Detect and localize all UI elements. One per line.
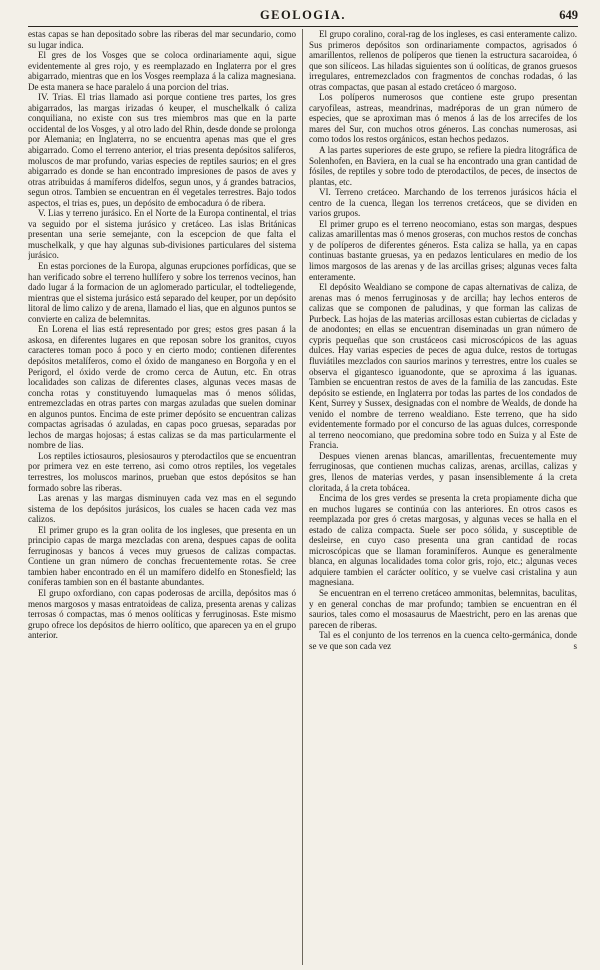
text-columns — [28, 29, 578, 965]
paragraph: El primer grupo es la gran oolita de los ingleses, que presenta en un principio capas de marga mezcladas con arena, despues capas de oolita ferruginosas y bancos á veces muy gruesos de calizas compactas. Contiene un gran número de conchas frecuentemente rotas. Se cree tambien haber encontrado en él un mamífero didelfo en Stonesfield; las coníferas tambien son en él bastante abundantes. — [28, 524, 296, 588]
right-column — [303, 29, 577, 965]
paragraph — [309, 630, 577, 651]
paragraph: Despues vienen arenas blancas, amarillentas, frecuentemente muy ferruginosas, que contienen muchas calizas, arenas, arcillas, calizas y gres, llenos de materias verdes, y pasan insensiblemente á la creta cloritada, á la creta tobácea. — [309, 450, 577, 493]
paragraph: Se encuentran en el terreno cretáceo ammonitas, belemnitas, baculitas, y en general conchas de mar profundo; tambien se encuentran en él saurios, tales como el mosasaurus de Maestricht, pero en las arenas que parecen de riberas. — [309, 587, 577, 630]
paragraph: El grupo oxfordiano, con capas poderosas de arcilla, depósitos mas ó menos margosos y masas entratoideas de caliza, presenta arenas y calizas terrosas ó compactas, mas ó menos oolíticas y ferruginosas. Este mismo grupo ofrece los depósitos de hierro oolítico, que aparecen ya en el grupo anterior. — [28, 587, 296, 641]
paragraph-trias: IV. Trias. El trias llamado asi porque contiene tres partes, los gres abigarrados, las margas irizadas ó keuper, el muschelkalk ó caliza conquiliana, no existe con sus tres miembros mas que en la parte occidental de los Vosges, y al otro lado del Rhin, desde donde se prolonga por Alemania; en Inglaterra, no se encuentra apenas mas que el gres abigarrado. Como el terreno anterior, el trias presenta depósitos saliferos, moluscos de mar profundo, varias especies de reptiles saurios; en el gres abigarrado es donde se han encontrado impresiones de pasos de aves y otras atribuidas á mamíferos didelfos, segun unos, y á grandes batracios, segun otros. Tambien se encuentran en él vegetales terrestres. Bajo todos aspectos, el trias es, pues, un depósito de embocadura ó de ribera. — [28, 92, 296, 208]
paragraph: El gres de los Vosges que se coloca ordinariamente aqui, sigue evidentemente al gres rojo, y es reemplazado en Inglaterra por el gres abigarrado, mientras que en los Vosges reemplaza á la caliza magnesiana. De esta manera se hace paralelo á una porcion del trias. — [28, 50, 296, 92]
signature-mark: s — [573, 640, 577, 651]
left-column — [28, 29, 303, 965]
paragraph: En Lorena el lias está representado por gres; estos gres pasan á la askosa, en diferentes lugares en que reposan sobre los granitos, cuyos caracteres toman poco á poco y en cierto modo; contienen diferentes depósitos metalíferos, como el óxido de manganeso en Borgoña y en el Perigord, el óxido verde de cromo cerca de Autun, etc. En otras localidades son calizas de diferentes clases, algunas veces masas de concha rotas y constituyendo lumaquelas mas ó menos sólidas, entremezcladas en otras partes con margas azuladas que suelen dominar en algunos puntos. Encima de este primer depósito se encuentran calizas compactas agrisadas ó azuladas, en capas poco gruesas, separadas por lechos de margas hojosas; á estas calizas se da mas particularmente el nombre de lias. — [28, 324, 296, 451]
paragraph-cretaceo: VI. Terreno cretáceo. Marchando de los terrenos jurásicos hácia el centro de la cuenca, llegan los terrenos cretáceos, que se dividen en varios grupos. — [309, 187, 577, 219]
paragraph: Los reptiles ictiosauros, plesiosauros y pterodactilos que se encuentran por primera vez en este terreno, asi como otros reptiles, los vegetales terrestres, los moluscos marinos, prueban que estos depósitos se han formado sobre las riberas. — [28, 450, 296, 493]
paragraph: Los políperos numerosos que contiene este grupo presentan caryofíleas, astreas, meandrinas, madréporas de un gran número de especies, que se aproximan mas ó menos á las de los arrecifes de los mares del Sur, con muchos otros géneros. Las conchas numerosas, asi como todos los restos orgánicos, estan hechos pedazos. — [309, 92, 577, 145]
paragraph: En estas porciones de la Europa, algunas erupciones porfídicas, que se han verificado sobre el terreno hullífero y sobre los terrenos vecinos, han dado lugar á la formacion de un aglomerado particular, el todteliegende, mientras que el sistema jurásico está separado del keuper, por un depósito litoral de limo calizo y de arena, llamado el lias, que en algunos puntos se convierte en caliza de belemnitas. — [28, 261, 296, 324]
paragraph-lias: V. Lias y terreno jurásico. En el Norte de la Europa continental, el trias va seguido por el sistema jurásico y cretáceo. Las islas Británicas presentan una serie semejante, con la escepcion de que falta el muschelkalk, y que hay algunas sub-divisiones particulares del sistema jurásico. — [28, 208, 296, 261]
paragraph: El depósito Wealdiano se compone de capas alternativas de caliza, de arenas mas ó menos ferruginosas y de arcilla; hay lechos enteros de calizas que se componen de paludinas, y que forman las calizas de Purbeck. Las hojas de las materias arcillosas estan cubiertas de cicladas y de anodontes; en ellas se encuentran diseminadas un gran número de cypris pequeñas que son crustáceos casi microscópicos de las aguas dulces. Hay varias especies de peces de agua dulce, restos de tortugas fluviátiles mezclados con saurios marinos y terrestres, entre los cuales se observa el gigantesco iguanodonte, que se aproxima á las iguanas. Tambien se encuentran restos de aves de la familia de las zancudas. Este depósito se estiende, en Inglaterra por todas las partes de los condados de Kent, Surrey y Sussex, designadas con el nombre de Wealds, de donde ha venido el nombre de terreno wealdiano. Este terreno, que ha sido evidentemente formado por el concurso de las aguas dulces, corresponde al terreno neocomiano, que predomina sobre todo en Suiza y al Este de Francia. — [309, 282, 577, 451]
page-header — [28, 6, 578, 27]
paragraph: A las partes superiores de este grupo, se refiere la piedra litográfica de Solenhofen, en Baviera, en la cual se ha encontrado una gran cantidad de fósiles, de reptiles y sobre todo de pterodactilos, de peces, de insectos de plantas, etc. — [309, 145, 577, 187]
running-title: GEOLOGIA. — [259, 8, 347, 22]
last-line-text: Tal es el conjunto de los terrenos en la cuenca celto-germánica, donde se ve que son cada vez — [309, 630, 577, 651]
paragraph: El primer grupo es el terreno neocomiano, estas son margas, despues calizas amarillentas mas ó menos groseras, con muchos restos de conchas y de políperos de diferentes géneros. Esta caliza se halla, ya en capas continuas bastante gruesas, ya en pedazos lenticulares en medio de los limos margosos de las arenas y de las arcillas grises; algunas veces falta enteramente. — [309, 218, 577, 282]
paragraph: Las arenas y las margas disminuyen cada vez mas en el segundo sistema de los depósitos jurásicos, los cuales se hacen cada vez mas calizos. — [28, 493, 296, 525]
paragraph: estas capas se han depositado sobre las riberas del mar secundario, como su lugar indica. — [28, 29, 296, 50]
paragraph: Encima de los gres verdes se presenta la creta propiamente dicha que en muchos lugares se continúa con las anteriores. En otros casos es reemplazada por gres ó cretas margosas, y algunas veces se halla en el estado de caliza compacta. Suele ser poco sólida, y susceptible de desleirse, en cuyo caso presenta una gran cantidad de rocas microscópicas que se llaman foraminíferos. Aunque es generalmente blanca, en algunas localidades toma color gris, rojo, etc.; algunas veces adquiere tambien el carácter oolítico, y se vuelve casi cristalina y aun magnesiana. — [309, 493, 577, 588]
page-number: 649 — [559, 8, 578, 22]
paragraph: El grupo coralino, coral-rag de los ingleses, es casi enteramente calizo. Sus primeros depósitos son ordinariamente compactos, agrisados ó amarillentos, rellenos de políperos que tienen la estructura sacaroidea, ó que son silíceos. Las hiladas siguientes son ú oolíticas, de granos gruesos irregulares, entremezclados con fragmentos de conchas rodadas, ó las otras compactas, que pasan al estado cretáceo ó margoso. — [309, 29, 577, 92]
